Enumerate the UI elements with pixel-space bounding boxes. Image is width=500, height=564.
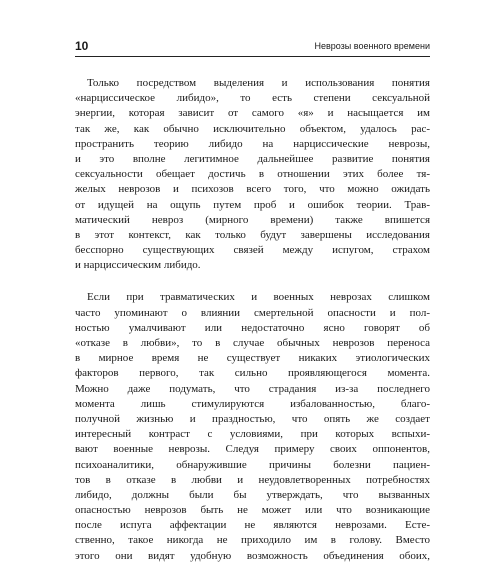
- text-line: момента лишь стимулируются избалованностью, благо-: [75, 397, 430, 410]
- header-rule: [75, 56, 430, 57]
- text-line: «отказе в любви», то в случае обычных неврозов переноса: [75, 337, 430, 349]
- text-line: вают военные неврозы. Следуя примеру своих оппонентов,: [75, 443, 430, 456]
- text-line: психоаналитики, обнаружившие причины болезни пациен-: [75, 458, 430, 471]
- text-line: факторов первого, так сильно проявляющегося момента.: [75, 367, 430, 380]
- text-line: ностью умалчивают или недостаточно ясно говорят об: [75, 321, 430, 334]
- text-line: тов в отказе в любви и неудовлетворенных потребностях: [75, 473, 430, 486]
- running-header: [75, 38, 430, 54]
- text-line: бесспорно существующих связей между испугом, страхом: [75, 244, 430, 257]
- text-line: Только посредством выделения и использования понятия: [87, 77, 430, 89]
- text-line: желых неврозов и психозов всего того, что можно ожидать: [75, 183, 430, 196]
- text-line: и это вполне легитимное дальнейшее развитие понятия: [75, 152, 430, 165]
- text-line: от идущей на ощупь путем проб и ошибок теории. Трав-: [75, 198, 430, 211]
- text-line: этого они видят удобную возможность объединения обоих,: [75, 549, 430, 562]
- page-number: 10: [75, 39, 89, 53]
- running-title: Неврозы военного времени: [314, 41, 430, 51]
- text-line: энергии, которая зависит от самого «я» и насыщается им: [75, 107, 430, 120]
- paragraph-1: [75, 76, 430, 273]
- text-line: так же, как обычно исключительно объектом, удалось рас-: [75, 122, 430, 135]
- text-line: после испуга аффектации не являются неврозами. Есте-: [75, 519, 430, 532]
- text-line: «нарциссическое либидо», то есть степени сексуальной: [75, 92, 430, 105]
- body-text: [75, 76, 430, 564]
- text-line: и нарциссическим либидо.: [75, 259, 201, 272]
- text-line: опасностью неврозов быть не может или что возникающие: [75, 504, 430, 517]
- paragraph-2: [75, 290, 430, 563]
- text-line: часто упоминают о влиянии смертельной опасности и пол-: [75, 306, 430, 319]
- text-line: сексуальности обещает достичь в отношении этих более тя-: [75, 168, 430, 181]
- text-line: либидо, должны были бы утверждать, что вызванных: [75, 488, 430, 501]
- text-line: интересный контраст с условиями, при которых вспыхи-: [75, 428, 430, 441]
- text-line: Можно даже подумать, что страдания из-за последнего: [75, 382, 430, 395]
- text-line: пространить теорию либидо на нарциссические неврозы,: [75, 137, 430, 150]
- text-line: в мирное время не существует никаких этиологических: [75, 352, 430, 365]
- text-line: Если при травматических и военных неврозах слишком: [87, 291, 430, 304]
- text-line: получной жизнью и праздностью, что опять же создает: [75, 412, 430, 425]
- text-line: в этот контекст, как только будут завершены исследования: [75, 228, 430, 241]
- text-line: матический невроз (мирного времени) также впишется: [75, 213, 430, 226]
- text-line: ственно, такое никогда не приходило им в голову. Вместо: [75, 534, 430, 547]
